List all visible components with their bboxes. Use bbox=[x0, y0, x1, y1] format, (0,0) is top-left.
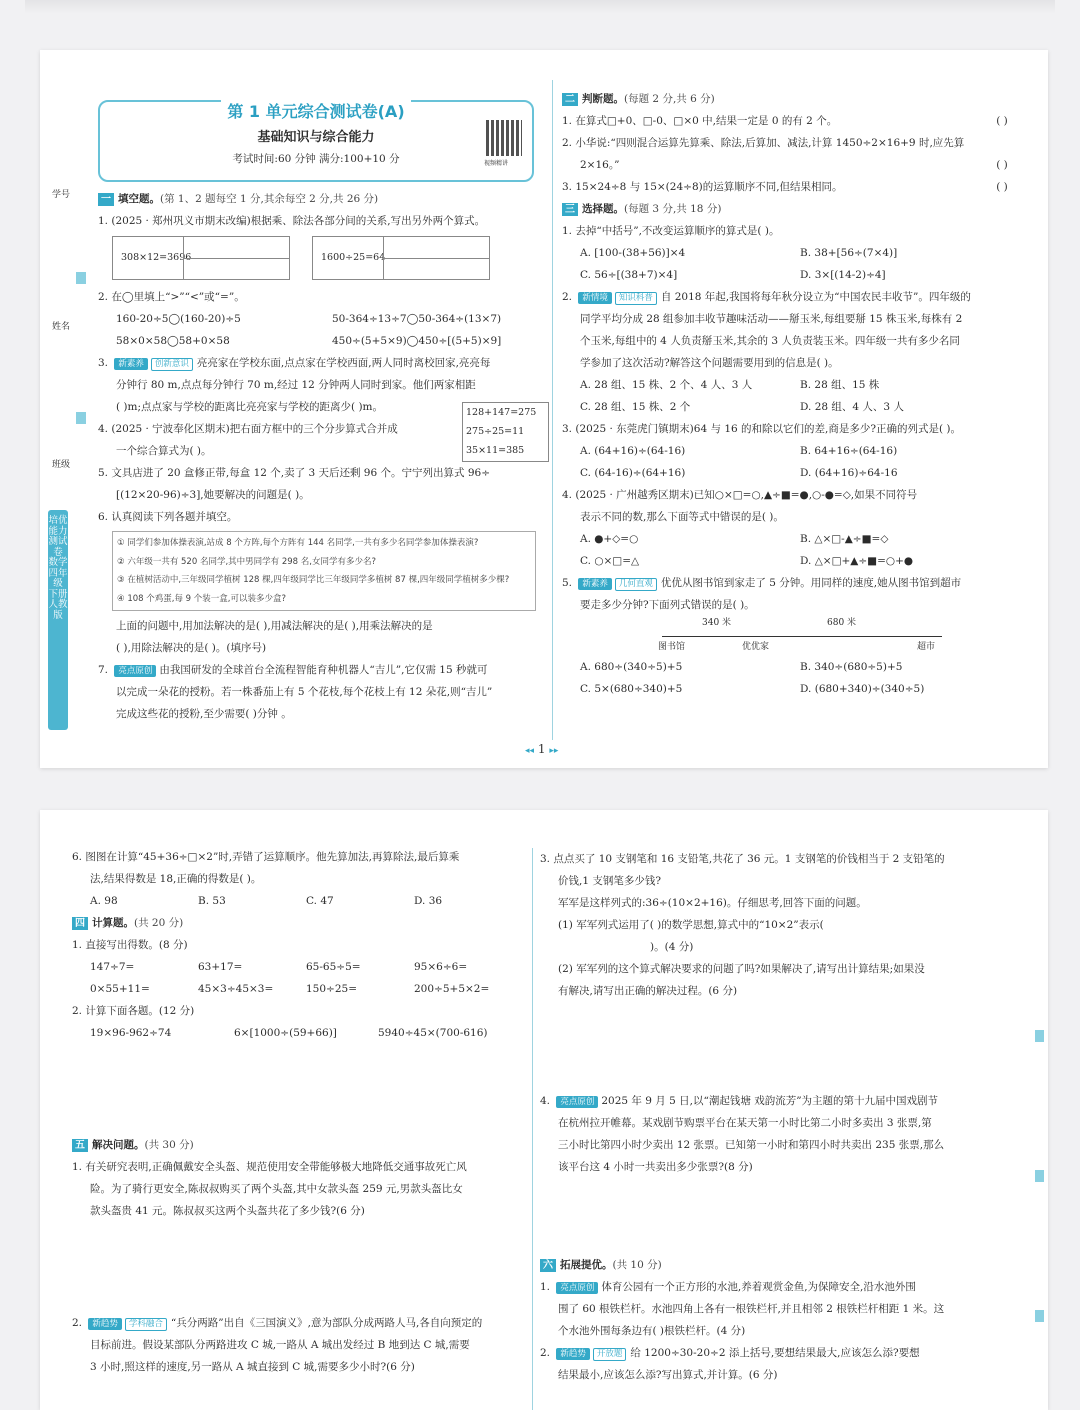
step-equation: 128+147=275 bbox=[466, 407, 537, 418]
tag: 学科融合 bbox=[125, 1318, 167, 1331]
question-text: 体育公园有一个正方形的水池,养着观赏金鱼,为保障安全,沿水池外围 bbox=[601, 1281, 916, 1293]
question-text: 一个综合算式为( )。 bbox=[116, 445, 212, 457]
question-3: 3. 新素养 创新意识 亮亮家在学校东面,点点家在学校西面,两人同时离校回家,亮亮每 bbox=[98, 357, 491, 369]
section-number: 四 bbox=[72, 917, 88, 930]
tag: 创新意识 bbox=[151, 358, 193, 371]
option[interactable]: D. △×□+▲÷■=○+● bbox=[800, 555, 914, 567]
option[interactable]: B. 38+[56÷(7×4)] bbox=[800, 247, 898, 259]
calc-item: 45×3÷45×3= bbox=[198, 983, 274, 995]
question-5: 5. 文具店进了 20 盒修正带,每盒 12 个,卖了 3 天后还剩 96 个。宁宁列出算式 96÷ bbox=[98, 467, 490, 479]
compare-item: 160-20÷5◯(160-20)÷5 bbox=[116, 313, 241, 325]
judge-3 bbox=[562, 176, 1020, 198]
side-tab-marker bbox=[76, 412, 86, 424]
section-extension bbox=[540, 1254, 995, 1276]
tag: 新素养 bbox=[578, 578, 612, 590]
calc-item: 19×96-962÷74 bbox=[90, 1027, 172, 1039]
calc-item: 5940÷45×(700-616) bbox=[378, 1027, 488, 1039]
question-text: 以完成一朵花的授粉。若一株番茄上有 5 个花枝,每个花枝上有 12 朵花,则“吉儿” bbox=[116, 686, 493, 698]
section-fill-blank bbox=[98, 188, 548, 210]
section-number: 五 bbox=[72, 1139, 88, 1152]
section-choice bbox=[562, 198, 1020, 220]
calc-item: 200÷5+5×2= bbox=[414, 983, 490, 995]
distance-diagram bbox=[658, 616, 952, 656]
options-row bbox=[562, 374, 1020, 396]
section-desc: (每题 2 分,共 6 分) bbox=[624, 93, 715, 105]
question-text: 表示不同的数,那么下面等式中错误的是( )。 bbox=[580, 511, 784, 523]
problem-item: ④ 108 个鸡蛋,每 9 个装一盒,可以装多少盒? bbox=[117, 593, 286, 604]
option[interactable]: D. 28 组、4 人、3 人 bbox=[800, 401, 904, 413]
student-name-label: 姓名 bbox=[51, 322, 70, 332]
options-row bbox=[562, 550, 1020, 572]
page-number-text: 1 bbox=[537, 742, 546, 756]
worksheet-page-1 bbox=[40, 50, 1048, 768]
question-7: 7. 亮点原创 由我国研发的全球首台全流程智能育种机器人“吉儿”,它仅需 15 秒就可 bbox=[98, 664, 488, 676]
choice-1: 1. 去掉“中括号”,不改变运算顺序的算式是( )。 bbox=[562, 225, 780, 237]
option[interactable]: A. 680÷(340÷5)+5 bbox=[580, 661, 683, 673]
section-number: 三 bbox=[562, 203, 578, 216]
left-column bbox=[72, 846, 522, 1378]
compare-row bbox=[98, 330, 548, 352]
question-text: 3 小时,照这样的速度,另一路从 A 城直接到 C 城,需要多少小时?(6 分) bbox=[90, 1361, 415, 1373]
question-text: 要走多少分钟?下面列式错误的是( )。 bbox=[580, 599, 755, 611]
tag: 新素养 bbox=[114, 358, 148, 370]
exam-title-box bbox=[98, 100, 534, 182]
tag: 知识科普 bbox=[615, 292, 657, 305]
compare-row bbox=[98, 308, 548, 330]
question-text: 上面的问题中,用加法解决的是( ),用减法解决的是( ),用乘法解决的是 bbox=[116, 620, 433, 632]
compare-item: 50-364÷13÷7◯50-364÷(13×7) bbox=[332, 313, 502, 325]
equation-text: 308×12=3696 bbox=[121, 252, 192, 263]
option[interactable]: C. 47 bbox=[306, 895, 334, 907]
qr-caption: 视频精讲 bbox=[484, 160, 509, 167]
question-text: 同学平均分成 28 组参加丰收节趣味活动——掰玉米,每组要掰 15 株玉米,每株有 2 bbox=[580, 313, 963, 325]
book-series-bar: 培优能力测试卷 数学四年级 下册 人教版 bbox=[48, 510, 68, 730]
column-divider bbox=[552, 80, 553, 740]
equation-box[interactable] bbox=[112, 236, 290, 280]
section-desc: (共 30 分) bbox=[144, 1139, 194, 1151]
question-text: )。(4 分) bbox=[650, 941, 694, 953]
problem-1: 1. 有关研究表明,正确佩戴安全头盔、规范使用安全带能够极大地降低交通事故死亡风 bbox=[72, 1161, 467, 1173]
question-text: 自 2018 年起,我国将每年秋分设立为“中国农民丰收节”。四年级的 bbox=[660, 291, 971, 303]
equation-box[interactable] bbox=[312, 236, 490, 280]
question-text: 2025 年 9 月 5 日,以“潮起钱塘 戏韵流芳”为主题的第十九届中国戏剧节 bbox=[601, 1095, 939, 1107]
section-desc: (第 1、2 题每空 1 分,其余每空 2 分,共 26 分) bbox=[160, 193, 379, 205]
distance-line bbox=[662, 636, 942, 637]
option[interactable]: D. (680+340)÷(340÷5) bbox=[800, 683, 925, 695]
place-label: 图书馆 bbox=[658, 642, 686, 652]
option[interactable]: D. 36 bbox=[414, 895, 443, 907]
column-divider bbox=[532, 848, 533, 1410]
option[interactable]: B. △×□-▲÷■=◇ bbox=[800, 533, 889, 545]
question-text: 分钟行 80 m,点点每分钟行 70 m,经过 12 分钟两人同时到家。他们两家相距 bbox=[116, 379, 476, 391]
option[interactable]: A. 28 组、15 株、2 个、4 人、3 人 bbox=[580, 379, 753, 391]
problem-3: 3. 点点买了 10 支钢笔和 16 支铅笔,共花了 36 元。1 支钢笔的价钱相当于 2 支铅笔的 bbox=[540, 853, 945, 865]
calc-item: 147÷7= bbox=[90, 961, 135, 973]
section-title: 选择题。 bbox=[582, 203, 624, 215]
calc-row bbox=[72, 1022, 522, 1044]
tag: 几何直观 bbox=[615, 578, 657, 591]
question-text: 结果最小,应该怎么添?写出算式,并计算。(6 分) bbox=[558, 1369, 778, 1381]
calc-item: 150÷25= bbox=[306, 983, 357, 995]
question-text: 在杭州拉开帷幕。某戏剧节购票平台在某天第一小时比第二小时多卖出 3 张票,第 bbox=[558, 1117, 932, 1129]
options-row bbox=[562, 656, 1020, 678]
distance-label: 680 米 bbox=[827, 618, 857, 628]
tag: 亮点原创 bbox=[556, 1282, 598, 1294]
option[interactable]: B. 28 组、15 株 bbox=[800, 379, 880, 391]
option[interactable]: A. ●+◇=○ bbox=[580, 533, 639, 545]
side-tab-marker bbox=[1035, 1310, 1044, 1322]
equation-text: 1600÷25=64 bbox=[321, 252, 386, 263]
side-tab-marker bbox=[76, 272, 86, 284]
tag: 新趋势 bbox=[88, 1318, 122, 1330]
qr-code-icon[interactable] bbox=[486, 120, 522, 156]
question-text: 三小时比第四小时少卖出 12 张票。已知第一小时和第四小时共卖出 235 张票,那么 bbox=[558, 1139, 945, 1151]
section-calculation bbox=[72, 912, 522, 934]
exam-subtitle: 基础知识与综合能力 bbox=[257, 130, 375, 145]
question-text: “兵分两路”出自《三国演义》,意为部队分成两路人马,各自向预定的 bbox=[170, 1317, 483, 1329]
calc-item: 0×55+11= bbox=[90, 983, 150, 995]
options-row bbox=[562, 462, 1020, 484]
option[interactable]: C. 5×(680÷340)+5 bbox=[580, 683, 683, 695]
question-4: 4. (2025 · 宁波奉化区期末)把右面方框中的三个分步算式合并成 bbox=[98, 423, 398, 435]
question-text: 围了 60 根铁栏杆。水池四角上各有一根铁栏杆,并且相邻 2 根铁栏杆相距 1 米。这 bbox=[558, 1303, 945, 1315]
question-text: 军军是这样列式的:36÷(10×2+16)。仔细思考,回答下面的问题。 bbox=[558, 897, 867, 909]
problem-4: 4. 亮点原创 2025 年 9 月 5 日,以“潮起钱塘 戏韵流芳”为主题的第十九届中国戏剧节 bbox=[540, 1095, 939, 1107]
options-row bbox=[562, 678, 1020, 700]
compare-item: 58×0×58◯58+0×58 bbox=[116, 335, 230, 347]
worksheet-page-2 bbox=[40, 810, 1048, 1410]
option[interactable]: A. (64+16)÷(64-16) bbox=[580, 445, 686, 457]
choice-2: 2. 新情境 知识科普 自 2018 年起,我国将每年秋分设立为“中国农民丰收节”。四年级的 bbox=[562, 291, 971, 303]
option[interactable]: D. (64+16)÷64-16 bbox=[800, 467, 898, 479]
option[interactable]: B. 53 bbox=[198, 895, 226, 907]
question-text: 3. 15×24÷8 与 15×(24÷8)的运算顺序不同,但结果相同。 bbox=[562, 181, 843, 193]
question-text: 险。为了骑行更安全,陈叔叔购买了两个头盔,其中女款头盔 259 元,男款头盔比女 bbox=[90, 1183, 463, 1195]
calc-1: 1. 直接写出得数。(8 分) bbox=[72, 939, 188, 951]
problem-item: ② 六年级一共有 520 名同学,其中男同学有 298 名,女同学有多少名? bbox=[117, 556, 376, 567]
tag: 开放题 bbox=[593, 1348, 627, 1361]
question-text: 1. 在算式□+0、□-0、□×0 中,结果一定是 0 的有 2 个。 bbox=[562, 115, 838, 127]
right-column bbox=[540, 848, 995, 1386]
option[interactable]: B. 64+16÷(64-16) bbox=[800, 445, 898, 457]
question-6: 6. 认真阅读下列各题并填空。 bbox=[98, 511, 238, 523]
question-text: ( )m;点点家与学校的距离比亮亮家与学校的距离少( )m。 bbox=[116, 401, 384, 413]
question-text: 法,结果得数是 18,正确的得数是( )。 bbox=[90, 873, 262, 885]
calc-row bbox=[72, 978, 522, 1000]
option[interactable]: D. 3×[(14-2)÷4] bbox=[800, 269, 886, 281]
class-label: 班级 bbox=[51, 460, 70, 470]
answer-paren[interactable]: ( ) bbox=[996, 181, 1008, 193]
question-text: 目标前进。假设某部队分两路进攻 C 城,一路从 A 城出发经过 B 地到达 C 城,需要 bbox=[90, 1339, 470, 1351]
question-text bbox=[562, 154, 1020, 176]
student-number-label: 学号 bbox=[51, 190, 70, 200]
exam-title: 第 1 单元综合测试卷(A) bbox=[221, 99, 410, 122]
question-text: 由我国研发的全球首台全流程智能育种机器人“吉儿”,它仅需 15 秒就可 bbox=[159, 664, 488, 676]
answer-paren[interactable]: ( ) bbox=[996, 115, 1008, 127]
options-row bbox=[562, 242, 1020, 264]
extension-1: 1. 亮点原创 体育公园有一个正方形的水池,养着观赏金鱼,为保障安全,沿水池外围 bbox=[540, 1281, 916, 1293]
section-title: 拓展提优。 bbox=[560, 1259, 613, 1271]
question-text: 学参加了这次活动?解答这个问题需要用到的信息是( )。 bbox=[580, 357, 839, 369]
option[interactable]: A. [100-(38+56)]×4 bbox=[580, 247, 686, 259]
options-row bbox=[72, 890, 522, 912]
calc-item: 65-65÷5= bbox=[306, 961, 361, 973]
question-text: 有解决,请写出正确的解决过程。(6 分) bbox=[558, 985, 738, 997]
question-text: (2) 军军列的这个算式解决要求的问题了吗?如果解决了,请写出计算结果;如果没 bbox=[558, 963, 925, 975]
problem-item: ① 同学们参加体操表演,站成 8 个方阵,每个方阵有 144 名同学,一共有多少名同学参加体操表演? bbox=[117, 538, 479, 548]
option[interactable]: C. 28 组、15 株、2 个 bbox=[580, 401, 691, 413]
choice-3: 3. (2025 · 东莞虎门镇期末)64 与 16 的和除以它们的差,商是多少?正确的列式是( )。 bbox=[562, 423, 962, 435]
compare-item: 450÷(5+5×9)◯450÷[(5+5)×9] bbox=[332, 335, 502, 347]
top-shadow-bar bbox=[25, 0, 1055, 14]
question-text: 个玉米,每组中的 4 人负责掰玉米,其余的 3 人负责装玉米。四年级一共有多少名同 bbox=[580, 335, 960, 347]
question-text: (1) 军军列式运用了( )的数学思想,算式中的“10×2”表示( bbox=[558, 919, 824, 931]
section-number: 二 bbox=[562, 93, 578, 106]
calc-row bbox=[72, 956, 522, 978]
question-1: 1. (2025 · 郑州巩义市期末改编)根据乘、除法各部分间的关系,写出另外两个算式。 bbox=[98, 215, 486, 227]
question-text: 个水池外围每条边有( )根铁栏杆。(4 分) bbox=[558, 1325, 746, 1337]
options-row bbox=[562, 396, 1020, 418]
answer-cells[interactable] bbox=[383, 237, 489, 279]
section-title: 填空题。 bbox=[118, 193, 160, 205]
section-desc: (共 20 分) bbox=[134, 917, 184, 929]
equation-boxes bbox=[112, 236, 548, 280]
step-equations-box bbox=[462, 402, 549, 462]
problem-2: 2. 新趋势 学科融合 “兵分两路”出自《三国演义》,意为部队分成两路人马,各自向预定的 bbox=[72, 1317, 483, 1329]
question-2: 2. 在◯里填上“>”“<”或“=”。 bbox=[98, 291, 245, 303]
section-desc: (共 10 分) bbox=[612, 1259, 662, 1271]
section-true-false bbox=[562, 88, 1020, 110]
option[interactable]: C. ○×□=△ bbox=[580, 555, 640, 567]
place-label: 优优家 bbox=[742, 642, 770, 652]
problem-list-box bbox=[112, 531, 536, 611]
section-title: 判断题。 bbox=[582, 93, 624, 105]
distance-label: 340 米 bbox=[702, 618, 732, 628]
answer-paren[interactable]: ( ) bbox=[996, 159, 1008, 171]
section-word-problems bbox=[72, 1134, 522, 1156]
choice-5: 5. 新素养 几何直观 优优从图书馆到家走了 5 分钟。用同样的速度,她从图书馆到超市 bbox=[562, 577, 962, 589]
question-text: 价钱,1 支钢笔多少钱? bbox=[558, 875, 661, 887]
option[interactable]: C. (64-16)÷(64+16) bbox=[580, 467, 686, 479]
tag: 亮点原创 bbox=[556, 1096, 598, 1108]
place-label: 超市 bbox=[917, 642, 936, 652]
question-text: 亮亮家在学校东面,点点家在学校西面,两人同时离校回家,亮亮每 bbox=[196, 357, 491, 369]
question-text: 优优从图书馆到家走了 5 分钟。用同样的速度,她从图书馆到超市 bbox=[660, 577, 962, 589]
section-number: 一 bbox=[98, 193, 114, 206]
exam-info: 考试时间:60 分钟 满分:100+10 分 bbox=[232, 153, 400, 165]
options-row bbox=[562, 528, 1020, 550]
option[interactable]: A. 98 bbox=[90, 895, 118, 907]
extension-2: 2. 新趋势 开放题 给 1200÷30-20÷2 添上括号,要想结果最大,应该怎么添?要想 bbox=[540, 1347, 920, 1359]
question-text: 该平台这 4 小时一共卖出多少张票?(8 分) bbox=[558, 1161, 753, 1173]
calc-item: 6×[1000÷(59+66)] bbox=[234, 1027, 337, 1039]
options-row bbox=[562, 264, 1020, 286]
answer-cells[interactable] bbox=[183, 237, 289, 279]
step-equation: 275÷25=11 bbox=[466, 426, 525, 437]
calc-item: 95×6÷6= bbox=[414, 961, 468, 973]
question-text: 款头盔贵 41 元。陈叔叔买这两个头盔共花了多少钱?(6 分) bbox=[90, 1205, 365, 1217]
page-number: ◂◂ 1 ▸▸ bbox=[525, 742, 559, 756]
section-desc: (每题 3 分,共 18 分) bbox=[624, 203, 722, 215]
judge-1 bbox=[562, 110, 1020, 132]
section-title: 解决问题。 bbox=[92, 1139, 145, 1151]
question-text: [(12×20-96)÷3],她要解决的问题是( )。 bbox=[116, 489, 310, 501]
section-title: 计算题。 bbox=[92, 917, 134, 929]
tag: 亮点原创 bbox=[114, 665, 156, 677]
tag: 新情境 bbox=[578, 292, 612, 304]
question-text: 完成这些花的授粉,至少需要( )分钟 。 bbox=[116, 708, 292, 720]
right-column bbox=[562, 88, 1020, 700]
calc-item: 63+17= bbox=[198, 961, 243, 973]
problem-item: ③ 在植树活动中,三年级同学植树 128 棵,四年级同学比三年级同学多植树 87 棵,四年级同学植树多少棵? bbox=[117, 575, 510, 585]
choice-4: 4. (2025 · 广州越秀区期末)已知○×□=○,▲÷■=●,○-●=◇,如果不同符号 bbox=[562, 489, 918, 501]
tag: 新趋势 bbox=[556, 1348, 590, 1360]
question-text: ( ),用除法解决的是( )。(填序号) bbox=[116, 642, 267, 654]
question-text: 给 1200÷30-20÷2 添上括号,要想结果最大,应该怎么添?要想 bbox=[630, 1347, 920, 1359]
question-text: 2×16。” bbox=[580, 159, 620, 171]
option[interactable]: C. 56÷[(38+7)×4] bbox=[580, 269, 678, 281]
option[interactable]: B. 340÷(680÷5)+5 bbox=[800, 661, 903, 673]
step-equation: 35×11=385 bbox=[466, 445, 525, 456]
section-number: 六 bbox=[540, 1259, 556, 1272]
calc-2: 2. 计算下面各题。(12 分) bbox=[72, 1005, 195, 1017]
judge-2: 2. 小华说:“四则混合运算先算乘、除法,后算加、减法,计算 1450÷2×16+9 时,应先算 bbox=[562, 137, 965, 149]
side-tab-marker bbox=[1035, 1030, 1044, 1042]
choice-6: 6. 图图在计算“45+36÷□×2”时,弄错了运算顺序。他先算加法,再算除法,最后算乘 bbox=[72, 851, 460, 863]
options-row bbox=[562, 440, 1020, 462]
side-tab-marker bbox=[1035, 1170, 1044, 1182]
